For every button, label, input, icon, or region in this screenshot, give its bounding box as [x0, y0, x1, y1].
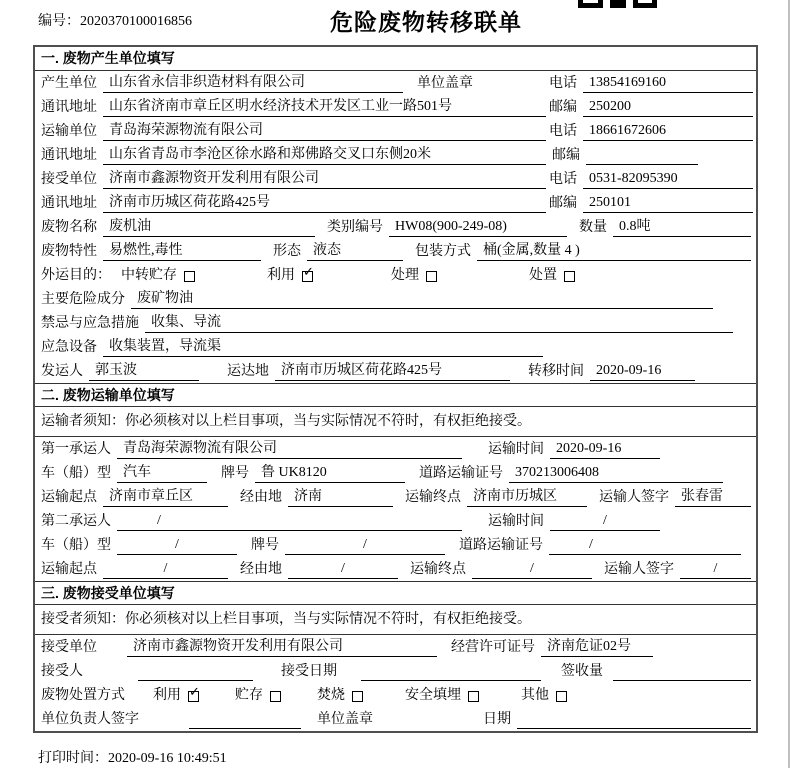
sign1-value: 张春雷	[675, 487, 751, 507]
addr1-label: 通讯地址	[41, 100, 97, 115]
vehicle2-label: 车（船）型	[41, 538, 111, 553]
form-value: 液态	[307, 241, 403, 261]
row-carrier1	[35, 437, 756, 461]
row-receiver-address	[35, 191, 756, 215]
plate2-label: 牌号	[251, 538, 279, 553]
waste-code-label: 类别编号	[327, 220, 383, 235]
print-time	[38, 747, 227, 767]
row-accept-unit	[35, 635, 756, 659]
date-value	[517, 709, 751, 729]
disposal-option-landfill	[405, 686, 479, 705]
form-label: 形态	[273, 244, 301, 259]
origin2-value: /	[103, 559, 228, 579]
option-label: 贮存	[235, 688, 263, 703]
checkbox-dispose	[564, 271, 575, 282]
option-label: 焚烧	[317, 688, 345, 703]
producer-value: 山东省永信非织造材料有限公司	[103, 73, 403, 93]
pack-label: 包装方式	[415, 244, 471, 259]
dest-value: 济南市历城区荷花路425号	[275, 361, 510, 381]
accept-date-value	[361, 661, 541, 681]
disposal-option-utilize	[153, 686, 199, 705]
doc-number	[38, 10, 192, 30]
row-head-sign	[35, 707, 756, 731]
taboo-value: 收集、导流	[145, 313, 733, 333]
sign1-label: 运输人签字	[599, 490, 669, 505]
addr3-zip-label: 邮编	[549, 196, 577, 211]
disposal-option-storage	[235, 686, 281, 705]
addr2-zip-label: 邮编	[552, 148, 580, 163]
print-time-label: 打印时间：	[38, 751, 108, 766]
producer-phone-value: 13854169160	[583, 73, 753, 93]
checkbox-incinerate	[352, 691, 363, 702]
via1-label: 经由地	[240, 490, 282, 505]
option-label: 中转贮存	[121, 268, 177, 283]
sign-qty-label: 签收量	[561, 664, 603, 679]
carrier2-time-label: 运输时间	[488, 514, 544, 529]
section3-notice: 接受者须知：你必须核对以上栏目事项，当与实际情况不符时，有权拒绝接受。	[35, 605, 756, 635]
waste-code-value: HW08(900-249-08)	[389, 217, 567, 237]
license2-value: /	[549, 535, 741, 555]
waste-qty-value: 0.8吨	[613, 217, 751, 237]
row-transporter-address	[35, 143, 756, 167]
accept-unit-label: 接受单位	[41, 640, 97, 655]
row-equipment	[35, 335, 756, 359]
origin1-value: 济南市章丘区	[103, 487, 228, 507]
carrier2-label: 第二承运人	[41, 514, 111, 529]
trans-value: 青岛海荣源物流有限公司	[103, 121, 546, 141]
sign2-value: /	[680, 559, 751, 579]
row-producer	[35, 71, 756, 95]
purpose-label: 外运目的：	[41, 268, 111, 283]
purpose-option-utilize	[267, 266, 313, 285]
addr1-zip-label: 邮编	[549, 100, 577, 115]
section3-header: 三. 废物接受单位填写	[35, 581, 756, 605]
addr2-label: 通讯地址	[41, 148, 97, 163]
plate1-label: 牌号	[221, 466, 249, 481]
permit-value: 济南危证02号	[541, 637, 653, 657]
origin2-label: 运输起点	[41, 562, 97, 577]
recv-phone-label: 电话	[549, 172, 577, 187]
permit-label: 经营许可证号	[451, 640, 535, 655]
accept-unit-value: 济南市鑫源物资开发利用有限公司	[127, 637, 437, 657]
disposal-option-other	[521, 686, 567, 705]
addr1-value: 山东省济南市章丘区明水经济技术开发区工业一路501号	[103, 97, 546, 117]
accept-date-label: 接受日期	[281, 664, 337, 679]
hazard-value: 废矿物油	[131, 289, 713, 309]
option-label: 利用	[153, 688, 181, 703]
vehicle1-value: 汽车	[117, 463, 207, 483]
waste-qty-label: 数量	[579, 220, 607, 235]
waste-name-value: 废机油	[103, 217, 315, 237]
end2-value: /	[472, 559, 592, 579]
disposal-option-incinerate	[317, 686, 363, 705]
checkbox-landfill	[468, 691, 479, 702]
recv-value: 济南市鑫源物资开发利用有限公司	[103, 169, 546, 189]
consignor-label: 发运人	[41, 364, 83, 379]
sign-qty-value	[613, 661, 751, 681]
row-purpose	[35, 263, 756, 287]
license2-label: 道路运输证号	[459, 538, 543, 553]
carrier1-label: 第一承运人	[41, 442, 111, 457]
waste-name-label: 废物名称	[41, 220, 97, 235]
recv-label: 接受单位	[41, 172, 97, 187]
glyph-fragment	[578, 0, 603, 8]
addr3-label: 通讯地址	[41, 196, 97, 211]
pack-value: 桶(金属,数量 4 )	[477, 241, 751, 261]
section2-header: 二. 废物运输单位填写	[35, 383, 756, 407]
option-label: 利用	[267, 268, 295, 283]
addr2-zip-value	[586, 145, 698, 165]
row-hazard	[35, 287, 756, 311]
prop-value: 易燃性,毒性	[103, 241, 261, 261]
row-route1	[35, 485, 756, 509]
glyph-fragment	[633, 0, 657, 8]
trans-phone-label: 电话	[549, 124, 577, 139]
head-sign-value	[189, 709, 301, 729]
prop-label: 废物特性	[41, 244, 97, 259]
checkbox-transfer-storage	[184, 271, 195, 282]
acceptor-label: 接受人	[41, 664, 83, 679]
license1-label: 道路运输证号	[419, 466, 503, 481]
row-waste-name	[35, 215, 756, 239]
checkbox-other	[556, 691, 567, 702]
via2-label: 经由地	[240, 562, 282, 577]
carrier1-value: 青岛海荣源物流有限公司	[117, 439, 462, 459]
trans-label: 运输单位	[41, 124, 97, 139]
vehicle1-label: 车（船）型	[41, 466, 111, 481]
trans-phone-value: 18661672606	[583, 121, 753, 141]
via1-value: 济南	[288, 487, 393, 507]
checkbox-utilize-3	[188, 691, 199, 702]
transfer-time-label: 转移时间	[528, 364, 584, 379]
row-carrier2	[35, 509, 756, 533]
option-label: 安全填埋	[405, 688, 461, 703]
consignor-value: 郭玉波	[89, 361, 199, 381]
row-disposal	[35, 683, 756, 707]
plate2-value: /	[285, 535, 445, 555]
date-label: 日期	[483, 712, 511, 727]
carrier2-time-value: /	[550, 511, 660, 531]
page-title: 危险废物转移联单	[330, 9, 522, 35]
checkbox-storage	[270, 691, 281, 702]
via2-value: /	[288, 559, 398, 579]
producer-label: 产生单位	[41, 76, 97, 91]
section1-header: 一. 废物产生单位填写	[35, 47, 756, 71]
purpose-option-transfer-storage	[121, 266, 195, 285]
row-vehicle1	[35, 461, 756, 485]
producer-seal-label: 单位盖章	[417, 76, 473, 91]
addr3-value: 济南市历城区荷花路425号	[103, 193, 546, 213]
doc-number-label: 编号：	[38, 14, 80, 29]
acceptor-value	[138, 661, 253, 681]
glyph-fragment	[664, 0, 694, 8]
transfer-time-value: 2020-09-16	[590, 361, 695, 381]
plate1-value: 鲁 UK8120	[255, 463, 405, 483]
carrier1-time-label: 运输时间	[488, 442, 544, 457]
addr3-zip-value: 250101	[583, 193, 753, 213]
print-time-value: 2020-09-16 10:49:51	[108, 751, 227, 766]
checkbox-utilize	[302, 271, 313, 282]
vehicle2-value: /	[117, 535, 237, 555]
clipped-stamp-icon	[578, 0, 706, 8]
end1-label: 运输终点	[405, 490, 461, 505]
purpose-option-dispose	[529, 266, 575, 285]
dest-label: 运达地	[227, 364, 269, 379]
addr2-value: 山东省青岛市李沧区徐水路和郑佛路交叉口东侧20米	[103, 145, 546, 165]
origin1-label: 运输起点	[41, 490, 97, 505]
checkbox-treat	[426, 271, 437, 282]
equip-value: 收集装置，导流渠	[103, 337, 543, 357]
row-vehicle2	[35, 533, 756, 557]
glyph-fragment	[610, 0, 626, 8]
section2-notice: 运输者须知：你必须核对以上栏目事项，当与实际情况不符时，有权拒绝接受。	[35, 407, 756, 437]
hazard-label: 主要危险成分	[41, 292, 125, 307]
sign2-label: 运输人签字	[604, 562, 674, 577]
page-edge-divider	[788, 0, 790, 768]
recv-phone-value: 0531-82095390	[583, 169, 753, 189]
addr1-zip-value: 250200	[583, 97, 753, 117]
row-transporter	[35, 119, 756, 143]
taboo-label: 禁忌与应急措施	[41, 316, 139, 331]
row-dispatch	[35, 359, 756, 383]
end1-value: 济南市历城区	[467, 487, 587, 507]
disposal-label: 废物处置方式	[41, 688, 125, 703]
unit-seal-label: 单位盖章	[317, 712, 373, 727]
option-label: 其他	[521, 688, 549, 703]
row-route2	[35, 557, 756, 581]
transfer-manifest-form	[33, 45, 758, 733]
license1-value: 370213006408	[509, 463, 723, 483]
row-producer-address	[35, 95, 756, 119]
equip-label: 应急设备	[41, 340, 97, 355]
option-label: 处置	[529, 268, 557, 283]
row-taboo	[35, 311, 756, 335]
carrier2-value: /	[117, 511, 462, 531]
head-sign-label: 单位负责人签字	[41, 712, 139, 727]
row-acceptor	[35, 659, 756, 683]
option-label: 处理	[391, 268, 419, 283]
carrier1-time-value: 2020-09-16	[550, 439, 660, 459]
row-waste-property	[35, 239, 756, 263]
end2-label: 运输终点	[410, 562, 466, 577]
purpose-option-treat	[391, 266, 437, 285]
producer-phone-label: 电话	[549, 76, 577, 91]
doc-number-value: 2020370100016856	[80, 14, 192, 29]
row-receiver	[35, 167, 756, 191]
